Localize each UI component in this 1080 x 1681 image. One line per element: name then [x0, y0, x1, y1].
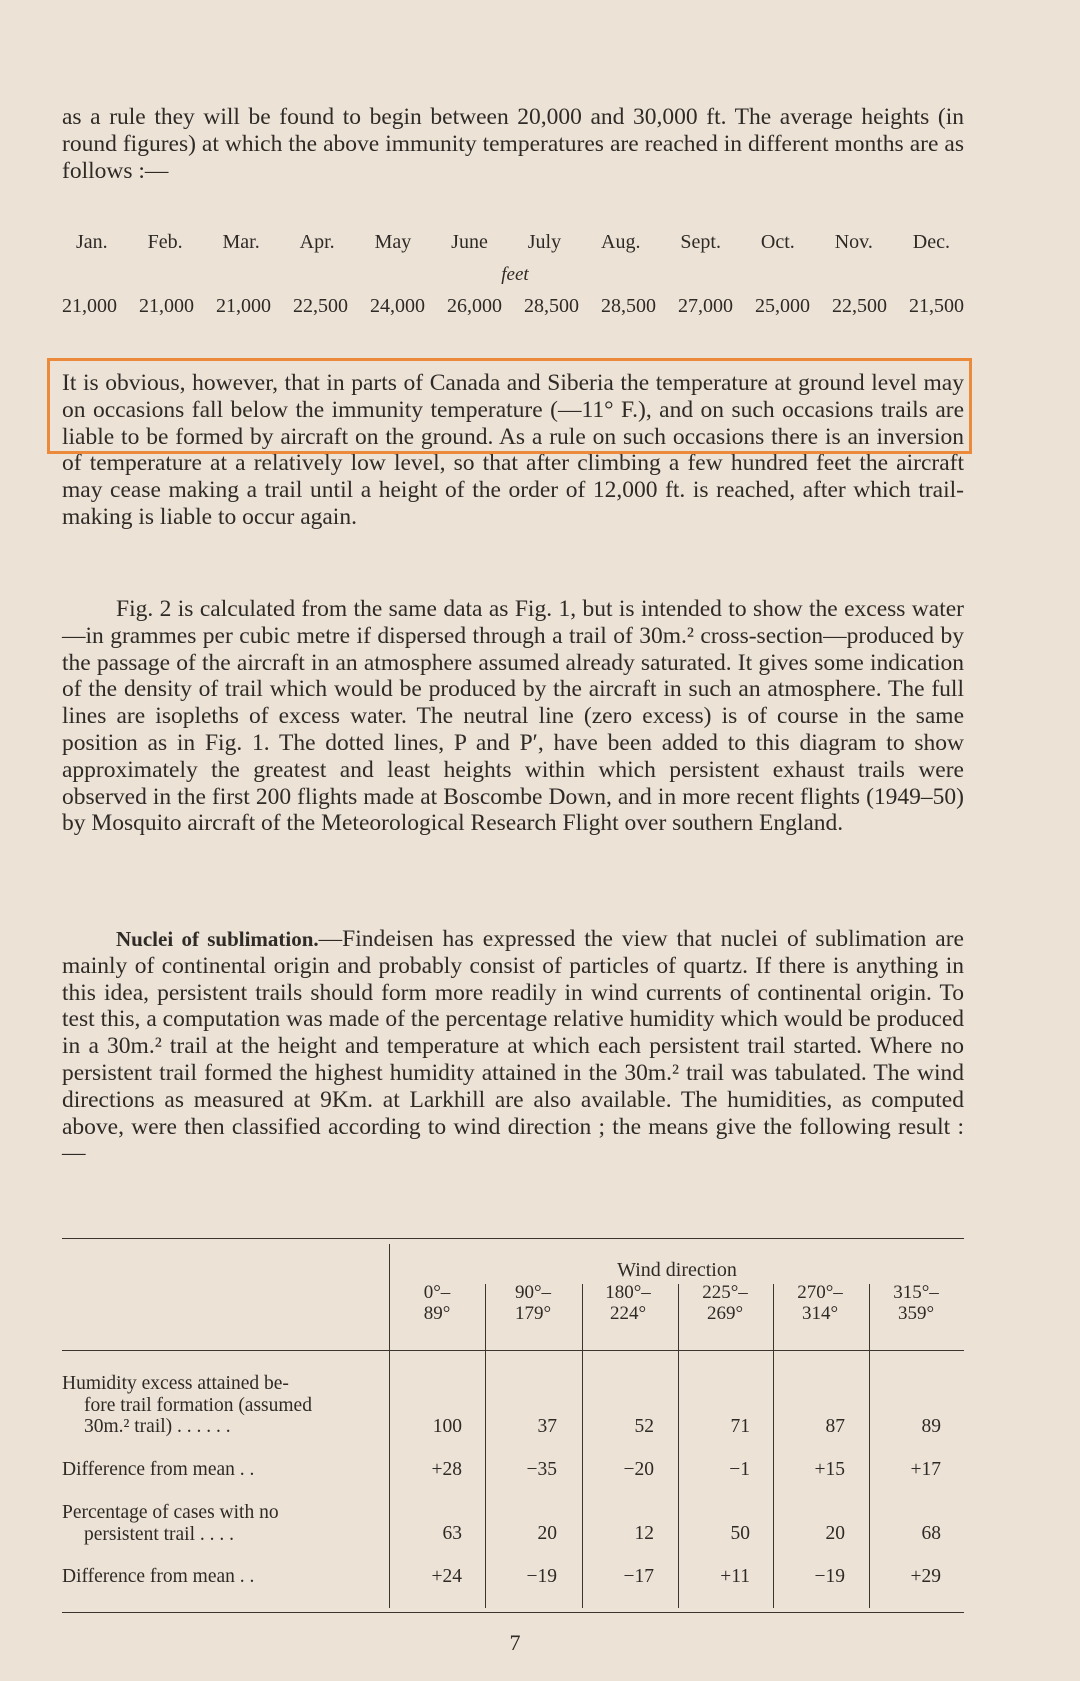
month-label: Oct. [760, 231, 795, 253]
table-cell: −19 [814, 1566, 845, 1587]
intro-paragraph: as a rule they will be found to begin between 20,000 and 30,000 ft. The average heights (in round figures) at which the above immunity temperatures are reached in different months are as follows :— [62, 104, 964, 184]
table-cell: +29 [910, 1566, 941, 1587]
month-label: Dec. [912, 231, 950, 253]
height-value: 22,500 [832, 295, 887, 317]
column-header: 270°– 314° [797, 1282, 843, 1324]
table-divider [678, 1284, 679, 1608]
page-number: 7 [509, 1630, 521, 1655]
table-bottom-rule [62, 1612, 964, 1613]
table-divider [582, 1284, 583, 1608]
month-label: June [451, 231, 488, 253]
column-header: 225°– 269° [702, 1282, 748, 1324]
table-cell: 50 [730, 1523, 750, 1544]
month-label: Apr. [299, 231, 335, 253]
height-value: 21,000 [62, 295, 117, 317]
month-label: Nov. [834, 231, 873, 253]
height-value: 21,000 [139, 295, 194, 317]
month-label: Feb. [147, 231, 183, 253]
table-cell: −35 [526, 1459, 557, 1480]
height-value: 28,500 [524, 295, 579, 317]
month-label: Aug. [601, 231, 641, 253]
table-cell: 20 [537, 1523, 557, 1544]
table-cell: 52 [634, 1416, 654, 1437]
height-value: 27,000 [678, 295, 733, 317]
heights-row [62, 295, 964, 318]
canada-siberia-paragraph: It is obvious, however, that in parts of Canada and Siberia the temperature at ground level may on occasions fall below the immunity temperature (—11° F.), and on such occasions trails are liable to be formed by aircraft on the ground. As a rule on such occasions there is an inversion of temperature at a relatively low level, so that after climbing a few hundred feet the aircraft may cease making a trail until a height of the order of 12,000 ft. is reached, after which trail-making is liable to occur again. [62, 370, 964, 530]
table-top-rule [62, 1238, 964, 1239]
row-label: Difference from mean . . [62, 1459, 255, 1480]
table-divider [869, 1284, 870, 1608]
month-label: May [374, 231, 412, 253]
column-header: 90°– 179° [514, 1282, 552, 1324]
table-cell: 87 [825, 1416, 845, 1437]
table-cell: +28 [431, 1459, 462, 1480]
table-cell: −1 [729, 1459, 750, 1480]
table-cell: 63 [442, 1523, 462, 1544]
month-label: Jan. [76, 231, 108, 253]
table-cell: 89 [921, 1416, 941, 1437]
nuclei-paragraph [62, 926, 964, 1167]
nuclei-heading: Nuclei of sublimation. [116, 927, 319, 951]
table-cell: −17 [623, 1566, 654, 1587]
fig2-paragraph: Fig. 2 is calculated from the same data as Fig. 1, but is intended to show the excess water—in grammes per cubic metre if dispersed through a trail of 30m.² cross-section—produced by the passage of the aircraft in an atmosphere assumed already saturated. It gives some indication of the density of trail which would be produced by the aircraft in such an atmosphere. The full lines are isopleths of excess water. The neutral line (zero excess) is of course in the same position as in Fig. 1. The dotted lines, P and P′, have been added to this diagram to show approximately the greatest and least heights within which persistent exhaust trails were observed in the first 200 flights made at Boscombe Down, and in more recent flights (1949–50) by Mosquito aircraft of the Meteorological Research Flight over southern England. [62, 596, 964, 837]
table-divider [389, 1244, 390, 1608]
row-label: Percentage of cases with no persistent trail . . . . [62, 1502, 279, 1545]
table-cell: −20 [623, 1459, 654, 1480]
height-value: 25,000 [755, 295, 810, 317]
table-cell: +24 [431, 1566, 462, 1587]
table-cell: +17 [910, 1459, 941, 1480]
column-header: 0°– 89° [423, 1282, 451, 1324]
height-value: 22,500 [293, 295, 348, 317]
table-cell: +11 [720, 1566, 750, 1587]
row-label: Humidity excess attained be- fore trail formation (assumed 30m.² trail) . . . . . . [62, 1373, 312, 1437]
unit-label: feet [501, 264, 529, 285]
table-cell: 100 [432, 1416, 462, 1437]
column-header: 315°– 359° [893, 1282, 939, 1324]
height-value: 21,500 [909, 295, 964, 317]
height-value: 24,000 [370, 295, 425, 317]
table-cell: 20 [825, 1523, 845, 1544]
months-row [62, 231, 964, 254]
table-cell: +15 [814, 1459, 845, 1480]
table-divider [773, 1284, 774, 1608]
table-cell: 71 [730, 1416, 750, 1437]
month-label: Sept. [680, 231, 721, 253]
table-divider [485, 1284, 486, 1608]
table-header-rule [62, 1350, 964, 1351]
table-cell: 12 [634, 1523, 654, 1544]
table-cell: −19 [526, 1566, 557, 1587]
nuclei-body: —Findeisen has expressed the view that nuclei of sublimation are mainly of continental origin and probably consist of particles of quartz. If there is anything in this idea, persistent trails should form more readily in wind currents of continental origin. To test this, a computation was made of the percentage relative humidity which would be produced in a 30m.² trail at the height and temperature at which each persistent trail started. Where no persistent trail formed the highest humidity attained in the 30m.² trail was tabulated. The wind directions as measured at 9Km. at Larkhill are also available. The humidities, as computed above, were then classified according to wind direction ; the means give the following result :— [62, 926, 964, 1167]
month-label: Mar. [222, 231, 260, 253]
row-label: Difference from mean . . [62, 1566, 255, 1587]
month-label: July [527, 231, 562, 253]
height-value: 21,000 [216, 295, 271, 317]
table-cell: 68 [921, 1523, 941, 1544]
table-cell: 37 [537, 1416, 557, 1437]
highlight-box [47, 358, 972, 454]
column-header: 180°– 224° [605, 1282, 651, 1324]
table-caption: Wind direction [617, 1259, 737, 1281]
height-value: 28,500 [601, 295, 656, 317]
height-value: 26,000 [447, 295, 502, 317]
